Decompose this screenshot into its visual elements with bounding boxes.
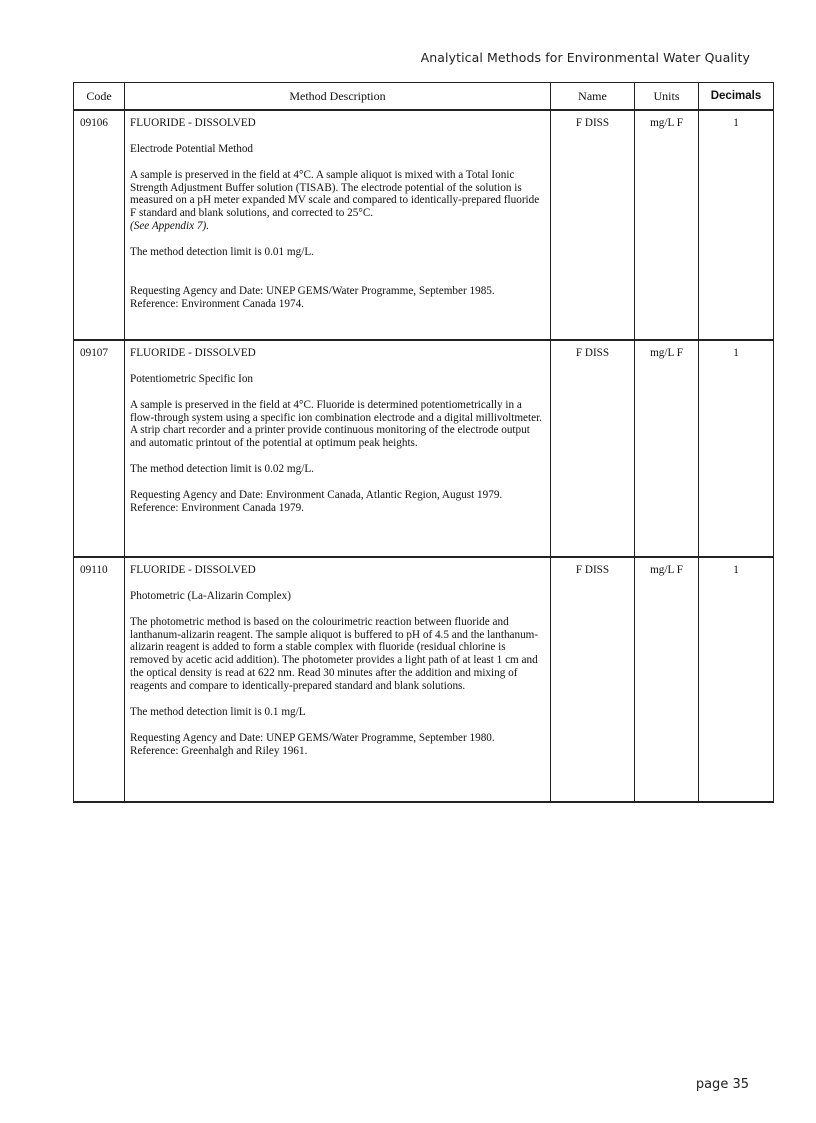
units: mg/L F (635, 110, 699, 340)
method-title: FLUORIDE - DISSOLVED (130, 347, 256, 359)
methods-table (73, 82, 774, 803)
method-title: FLUORIDE - DISSOLVED (130, 564, 256, 576)
reference: Reference: Environment Canada 1979. (130, 501, 304, 514)
method-technique: Electrode Potential Method (130, 142, 254, 155)
method-description (125, 110, 551, 340)
reference: Reference: Environment Canada 1974. (130, 297, 304, 310)
detection-limit: The method detection limit is 0.02 mg/L. (130, 463, 314, 476)
column-header-code: Code (74, 83, 125, 111)
parameter-name: F DISS (551, 110, 635, 340)
column-header-name: Name (551, 83, 635, 111)
page-number: page 35 (695, 1077, 749, 1092)
table-row (74, 557, 774, 802)
method-code: 09110 (74, 557, 125, 802)
requesting-agency: Requesting Agency and Date: UNEP GEMS/Water Programme, September 1980. (130, 731, 495, 744)
method-body: A sample is preserved in the field at 4°C. A sample aliquot is mixed with a Total Ionic Strength Adjustment Buffer solution (TISAB). The electrode potential of the solution is measured on a pH meter expanded MV scale and compared to identically-prepared fluoride F standard and blank solutions, and corrected to 25°C. (130, 168, 540, 220)
reference: Reference: Greenhalgh and Riley 1961. (130, 744, 308, 757)
table-header-row (74, 83, 774, 111)
decimals: 1 (699, 340, 774, 557)
detection-limit: The method detection limit is 0.01 mg/L. (130, 246, 314, 259)
method-body: The photometric method is based on the colourimetric reaction between fluoride and lanthanum-alizarin reagent. The sample aliquot is buffered to pH of 4.5 and the lanthanum-alizarin reagent is added to form a stable complex with fluoride (residual chlorine is removed by acetic acid addition). The photometer provides a light path of at least 1 cm and the optical density is read at 622 nm. Read 30 minutes after the addition and mixing of reagents and compare to identically-prepared standard and blank solutions. (130, 615, 539, 693)
units: mg/L F (635, 557, 699, 802)
parameter-name: F DISS (551, 340, 635, 557)
column-header-units: Units (635, 83, 699, 111)
method-title: FLUORIDE - DISSOLVED (130, 117, 256, 129)
method-technique: Photometric (La-Alizarin Complex) (130, 589, 291, 602)
method-description (125, 557, 551, 802)
requesting-agency: Requesting Agency and Date: Environment Canada, Atlantic Region, August 1979. (130, 488, 503, 501)
detection-limit: The method detection limit is 0.1 mg/L (130, 705, 306, 718)
decimals: 1 (699, 110, 774, 340)
method-description (125, 340, 551, 557)
method-body: A sample is preserved in the field at 4°C. Fluoride is determined potentiometrically in a flow-through system using a specific ion combination electrode and a digital millivoltmeter. A strip chart recorder and a printer provide continuous monitoring of the electrode output and automatic printout of the potential at optimum peak heights. (130, 398, 542, 450)
method-technique: Potentiometric Specific Ion (130, 372, 254, 385)
method-code: 09107 (74, 340, 125, 557)
method-code: 09106 (74, 110, 125, 340)
column-header-decimals: Decimals (699, 83, 774, 111)
parameter-name: F DISS (551, 557, 635, 802)
units: mg/L F (635, 340, 699, 557)
column-header-description: Method Description (125, 83, 551, 111)
requesting-agency: Requesting Agency and Date: UNEP GEMS/Water Programme, September 1985. (130, 284, 495, 297)
table-row (74, 110, 774, 340)
decimals: 1 (699, 557, 774, 802)
page-header-title: Analytical Methods for Environmental Water Quality (420, 50, 750, 65)
appendix-note: (See Appendix 7). (130, 220, 210, 233)
table-row (74, 340, 774, 557)
